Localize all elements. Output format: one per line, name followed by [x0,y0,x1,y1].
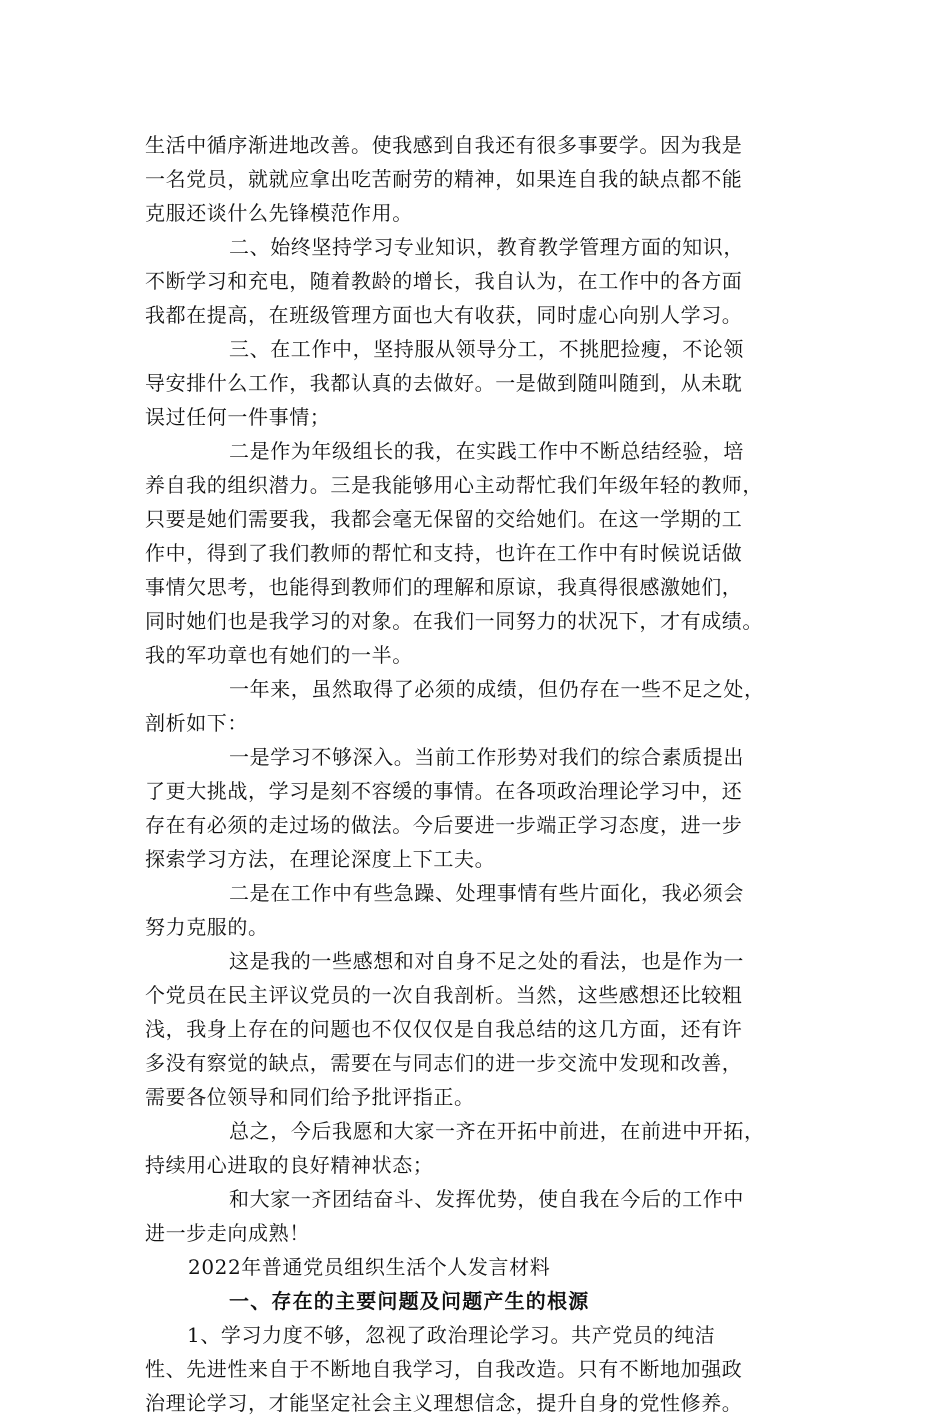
text-line: 浅，我身上存在的问题也不仅仅仅是自我总结的这几方面，还有许 [145,1017,743,1041]
text-line: 治理论学习，才能坚定社会主义理想信念，提升自身的党性修养。 [145,1391,743,1415]
text-line: 剖析如下： [145,711,248,735]
paragraph-start-line: 二是作为年级组长的我，在实践工作中不断总结经验，培 [229,439,744,463]
text-line: 作中，得到了我们教师的帮忙和支持，也许在工作中有时候说话做 [145,541,743,565]
text-line: 探索学习方法，在理论深度上下工夫。 [145,847,496,871]
section-heading: 一、存在的主要问题及问题产生的根源 [229,1289,590,1313]
text-line: 存在有必须的走过场的做法。今后要进一步端正学习态度，进一步 [145,813,743,837]
paragraph-start-line: 和大家一齐团结奋斗、发挥优势，使自我在今后的工作中 [229,1187,744,1211]
text-line: 导安排什么工作，我都认真的去做好。一是做到随叫随到，从未耽 [145,371,743,395]
text-line: 努力克服的。 [145,915,269,939]
text-line: 进一步走向成熟！ [145,1221,310,1245]
document-title: 2022年普通党员组织生活个人发言材料 [188,1255,551,1279]
paragraph-start-line: 三、在工作中，坚持服从领导分工，不挑肥捡瘦，不论领 [229,337,744,361]
text-line: 事情欠思考，也能得到教师们的理解和原谅，我真得很感激她们， [145,575,743,599]
text-line: 克服还谈什么先锋模范作用。 [145,201,413,225]
text-line: 误过任何一件事情； [145,405,331,429]
text-line: 个党员在民主评议党员的一次自我剖析。当然，这些感想还比较粗 [145,983,743,1007]
paragraph-start-line: 一年来，虽然取得了必须的成绩，但仍存在一些不足之处， [229,677,765,701]
text-line: 生活中循序渐进地改善。使我感到自我还有很多事要学。因为我是 [145,133,743,157]
text-line: 了更大挑战，学习是刻不容缓的事情。在各项政治理论学习中，还 [145,779,743,803]
paragraph-start-line: 这是我的一些感想和对自身不足之处的看法，也是作为一 [229,949,744,973]
document-body [145,128,815,1420]
text-line: 只要是她们需要我，我都会毫无保留的交给她们。在这一学期的工 [145,507,743,531]
paragraph-start-line: 二是在工作中有些急躁、处理事情有些片面化，我必须会 [229,881,744,905]
paragraph-start-line: 总之，今后我愿和大家一齐在开拓中前进，在前进中开拓， [229,1119,765,1143]
text-line: 我的军功章也有她们的一半。 [145,643,413,667]
text-line: 我都在提高，在班级管理方面也大有收获，同时虚心向别人学习。 [145,303,743,327]
text-line: 持续用心进取的良好精神状态； [145,1153,434,1177]
text-line: 一名党员，就就应拿出吃苦耐劳的精神，如果连自我的缺点都不能 [145,167,743,191]
text-line: 性、先进性来自于不断地自我学习，自我改造。只有不断地加强政 [145,1357,743,1381]
text-line: 养自我的组织潜力。三是我能够用心主动帮忙我们年级年轻的教师， [145,473,763,497]
text-line: 多没有察觉的缺点，需要在与同志们的进一步交流中发现和改善， [145,1051,743,1075]
paragraph-start-line: 1、学习力度不够，忽视了政治理论学习。共产党员的纯洁 [187,1323,716,1347]
text-line: 同时她们也是我学习的对象。在我们一同努力的状况下，才有成绩。 [145,609,763,633]
text-line: 不断学习和充电，随着教龄的增长，我自认为，在工作中的各方面 [145,269,743,293]
paragraph-start-line: 二、始终坚持学习专业知识，教育教学管理方面的知识， [229,235,744,259]
paragraph-start-line: 一是学习不够深入。当前工作形势对我们的综合素质提出 [229,745,744,769]
text-line: 需要各位领导和同们给予批评指正。 [145,1085,475,1109]
